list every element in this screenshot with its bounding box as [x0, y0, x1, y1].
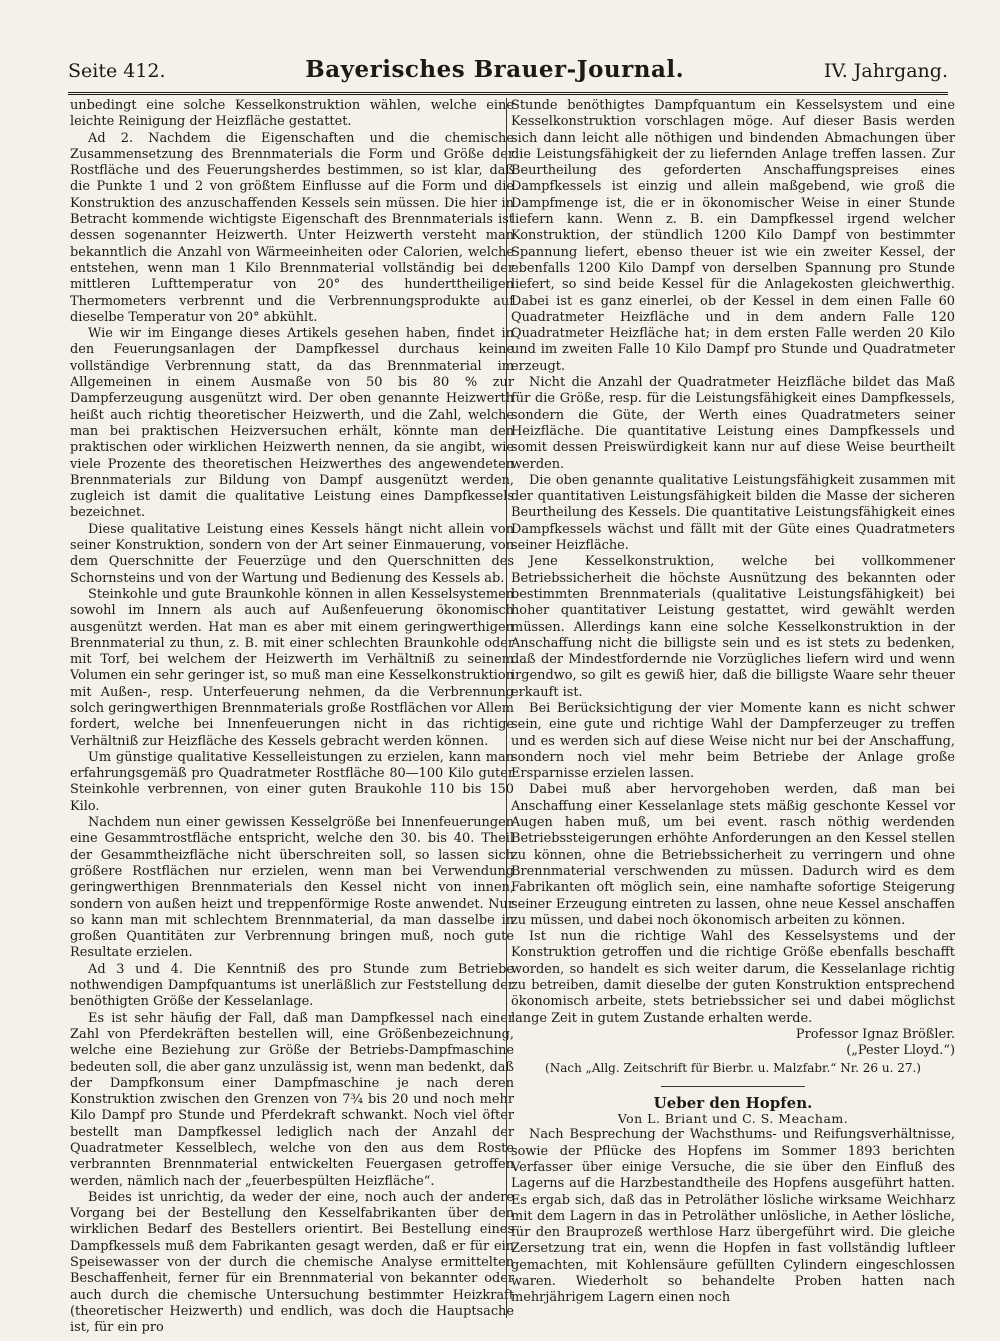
- paragraph: Es ist sehr häufig der Fall, daß man Dampfkessel nach einer Zahl von Pferdekräften bestellen will, eine Größenbezeichnung, welche eine Beziehung zur Größe der Betriebs-Dampfmaschine bedeuten soll, die aber ganz unzulässig ist, wenn man bedenkt, daß der Dampfkonsum einer Dampfmaschine je nach deren Konstruktion zwischen den Grenzen von 7¾ bis 20 und noch mehr Kilo Dampf pro Stunde und Pferdekraft schwankt. Noch viel öfter bestellt man Dampfkessel lediglich nach der Anzahl der Quadratmeter Kesselblech, welche von den aus dem Roste verbrannten Brennmaterial entwickelten Feuergasen getroffen werden, nämlich nach der „feuerbespülten Heizfläche“.: [70, 1010, 514, 1189]
- paragraph: Nicht die Anzahl der Quadratmeter Heizfläche bildet das Maß für die Größe, resp. für die Leistungsfähigkeit eines Dampfkessels, sondern die Güte, der Werth eines Quadratmeters seiner Heizfläche. Die quantitative Leistung eines Dampfkessels und somit dessen Preiswürdigkeit kann nur auf diese Weise beurtheilt werden.: [511, 375, 955, 472]
- signature-source: („Pester Lloyd.“): [846, 1043, 955, 1059]
- paragraph: Diese qualitative Leistung eines Kessels hängt nicht allein von seiner Konstruktion, sondern von der Art seiner Einmauerung, von dem Querschnitte der Feuerzüge und den Querschnitten des Schornsteins und von der Wartung und Bedienung des Kessels ab.: [70, 521, 514, 586]
- article-authors: Von L. Briant und C. S. Meacham.: [617, 1111, 849, 1127]
- paragraph: Bei Berücksichtigung der vier Momente kann es nicht schwer sein, eine gute und richtige Wahl der Dampferzeuger zu treffen und es werden sich auf diese Weise nicht nur bei der Anschaffung, sondern noch viel mehr beim Betriebe der Anlage große Ersparnisse erzielen lassen.: [511, 700, 955, 782]
- paragraph: Die oben genannte qualitative Leistungsfähigkeit zusammen mit der quantitativen Leistungsfähigkeit bilden die Masse der sicheren Beurtheilung des Kessels. Die quantitative Leistungsfähigkeit eines Dampfkessels wächst und fällt mit der Güte eines Quadratmeters seiner Heizfläche.: [511, 472, 955, 554]
- paragraph: Ad 2. Nachdem die Eigenschaften und die chemische Zusammensetzung des Brennmaterials die Form und Größe der Rostfläche und des Feuerungsherdes bestimmen, so ist klar, daß die Punkte 1 und 2 von größtem Einflusse auf die Form und die Konstruktion des anzuschaffenden Kessels sein müssen. Die hier in Betracht kommende wichtigste Eigenschaft des Brennmaterials ist dessen sogenannter Heizwerth. Unter Heizwerth versteht man bekanntlich die Anzahl von Wärmeeinheiten oder Calorien, welche entstehen, wenn man 1 Kilo Brennmaterial vollständig bei der mittleren Lufttemperatur von 20° des hunderttheiligen Thermometers verbrennt und die Verbrennungsprodukte auf dieselbe Temperatur von 20° abkühlt.: [70, 130, 514, 325]
- source-citation: (Nach „Allg. Zeitschrift für Bierbr. u. Malzfabr.“ Nr. 26 u. 27.): [545, 1060, 921, 1075]
- paragraph: Ist nun die richtige Wahl des Kesselsystems und der Konstruktion getroffen und die richtige Größe ebenfalls beschafft worden, so handelt es sich weiter darum, die Kesselanlage richtig zu betreiben, damit dieselbe der guten Konstruktion entsprechend ökonomisch arbeite, stets betriebssicher sei und dabei möglichst lange Zeit in gutem Zustande erhalten werde.: [511, 929, 955, 1026]
- column-divider: [506, 98, 507, 1318]
- article-title: Ueber den Hopfen.: [653, 1093, 813, 1112]
- paragraph: Beides ist unrichtig, da weder der eine, noch auch der andere Vorgang bei der Bestellung den Kesselfabrikanten über den wirklichen Bedarf des Bestellers orientirt. Bei Bestellung eines Dampfkessels muß dem Fabrikanten gesagt werden, daß er für ein Speisewasser von der durch die chemische Analyse ermittelten Beschaffenheit, ferner für ein Brennmaterial von bekannter oder auch durch die chemische Untersuchung bestimmter Heizkraft (theoretischer Heizwerth) und endlich, was doch die Hauptsache ist, für ein pro: [70, 1189, 514, 1336]
- paragraph: Stunde benöthigtes Dampfquantum ein Kesselsystem und eine Kesselkonstruktion vorschlagen möge. Auf dieser Basis werden sich dann leicht alle nöthigen und bindenden Abmachungen über die Leistungsfähigkeit der zu liefernden Anlage treffen lassen. Zur Beurtheilung des geforderten Anschaffungspreises eines Dampfkessels ist einzig und allein maßgebend, wie groß die Dampfmenge ist, die er in ökonomischer Weise in einer Stunde liefern kann. Wenn z. B. ein Dampfkessel irgend welcher Konstruktion, der stündlich 1200 Kilo Dampf von bestimmter Spannung liefert, ebenso theuer ist wie ein zweiter Kessel, der ebenfalls 1200 Kilo Dampf von derselben Spannung pro Stunde liefert, so sind beide Kessel für die Anlagekosten gleichwerthig. Dabei ist es ganz einerlei, ob der Kessel in dem einen Falle 60 Quadratmeter Heizfläche und in dem andern Falle 120 Quadratmeter Heizfläche hat; in dem ersten Falle werden 20 Kilo und im zweiten Falle 10 Kilo Dampf pro Stunde und Quadratmeter erzeugt.: [511, 98, 955, 374]
- author-signature: Professor Ignaz Brößler.: [795, 1026, 955, 1042]
- journal-title: Bayerisches Brauer-Journal.: [305, 56, 685, 83]
- page-header: [68, 56, 948, 86]
- paragraph: Nach Besprechung der Wachsthums- und Reifungsverhältnisse, sowie der Pflücke des Hopfens im Sommer 1893 berichten Verfasser über einige Versuche, die sie über den Einfluß des Lagerns auf die Harzbestandtheile des Hopfens ausgeführt hatten. Es ergab sich, daß das in Petroläther lösliche wirksame Weichharz mit dem Lagern in das in Petroläther unlösliche, in Aether lösliche, für den Brauprozeß werthlose Harz übergeführt wird. Die gleiche Zersetzung trat ein, wenn die Hopfen in fast vollständig luftleer gemachten, mit Kohlensäure gefüllten Cylindern eingeschlossen waren. Wiederholt so behandelte Proben hatten nach mehrjährigem Lagern einen noch: [511, 1127, 955, 1306]
- paragraph: unbedingt eine solche Kesselkonstruktion wählen, welche eine leichte Reinigung der Heizfläche gestattet.: [70, 98, 514, 130]
- paragraph: Nachdem nun einer gewissen Kesselgröße bei Innenfeuerungen eine Gesammtrostfläche entspricht, welche den 30. bis 40. Theil der Gesammtheizfläche nicht überschreiten soll, so lassen sich größere Rostflächen nur erzielen, wenn man bei Verwendung geringwerthigen Brennmaterials den Kessel nicht von innen, sondern von außen heizt und treppenförmige Roste anwendet. Nur so kann man mit schlechtem Brennmaterial, da man dasselbe in großen Quantitäten zur Verbrennung bringen muß, noch gute Resultate erzielen.: [70, 815, 514, 961]
- article-separator: [661, 1086, 805, 1087]
- right-column: [511, 98, 955, 1341]
- paragraph: Dabei muß aber hervorgehoben werden, daß man bei Anschaffung einer Kesselanlage stets mäßig geschonte Kessel vor Augen haben muß, um bei event. rasch nöthig werdenden Betriebssteigerungen erhöhte Anforderungen an den Kessel stellen zu können, ohne die Betriebssicherheit zu verringern und ohne Brennmaterial verschwenden zu müssen. Dadurch wird es dem Fabrikanten oft möglich sein, eine namhafte sofortige Steigerung seiner Erzeugung eintreten zu lassen, ohne neue Kessel anschaffen zu müssen, und dabei noch ökonomisch arbeiten zu können.: [511, 782, 955, 928]
- volume-label: IV. Jahrgang.: [823, 60, 948, 82]
- paragraph: Jene Kesselkonstruktion, welche bei vollkommener Betriebssicherheit die höchste Ausnützung des bekannten oder bestimmten Brennmaterials (qualitative Leistungsfähigkeit) bei hoher quantitativer Leistung gestattet, wird gewählt werden müssen. Allerdings kann eine solche Kesselkonstruktion in der Anschaffung nicht die billigste sein und es ist stets zu bedenken, daß der Mindestfordernde nie Vorzügliches liefern wird und wenn irgendwo, so gilt es gewiß hier, daß die billigste Waare sehr theuer erkauft ist.: [511, 554, 955, 700]
- page-number: Seite 412.: [68, 60, 166, 82]
- header-rule: [68, 92, 948, 95]
- paragraph: Steinkohle und gute Braunkohle können in allen Kesselsystemen sowohl im Innern als auch auf Außenfeuerung ökonomisch ausgenützt werden. Hat man es aber mit einem geringwerthigen Brennmaterial zu thun, z. B. mit einer schlechten Braunkohle oder mit Torf, bei welchem der Heizwerth im Verhältniß zu seinem Volumen ein sehr geringer ist, so muß man eine Kesselkonstruktion mit Außen-, resp. Unterfeuerung nehmen, da die Verbrennung solch geringwerthigen Brennmaterials große Rostflächen vor Allem fordert, welche bei Innenfeuerungen nicht in das richtige Verhältniß zur Heizfläche des Kessels gebracht werden können.: [70, 586, 514, 749]
- paragraph: Ad 3 und 4. Die Kenntniß des pro Stunde zum Betriebe nothwendigen Dampfquantums ist unerläßlich zur Feststellung der benöthigten Größe der Kesselanlage.: [70, 961, 514, 1010]
- paragraph: Um günstige qualitative Kesselleistungen zu erzielen, kann man erfahrungsgemäß pro Quadratmeter Rostfläche 80—100 Kilo guter Steinkohle verbrennen, von einer guten Braukohle 110 bis 150 Kilo.: [70, 749, 514, 814]
- left-column: [70, 98, 514, 1341]
- paragraph: Wie wir im Eingange dieses Artikels gesehen haben, findet in den Feuerungsanlagen der Dampfkessel durchaus keine vollständige Verbrennung statt, da das Brennmaterial im Allgemeinen in einem Ausmaße von 50 bis 80 % zur Dampferzeugung ausgenützt wird. Der oben genannte Heizwerth heißt auch richtig theoretischer Heizwerth, und die Zahl, welche man bei praktischen Heizversuchen erhält, könnte man den praktischen oder wirklichen Heizwerth nennen, da sie angibt, wie viele Prozente des theoretischen Heizwerthes des angewendeten Brennmaterials zur Bildung von Dampf ausgenützt werden, zugleich ist damit die qualitative Leistung eines Dampfkessels bezeichnet.: [70, 326, 514, 521]
